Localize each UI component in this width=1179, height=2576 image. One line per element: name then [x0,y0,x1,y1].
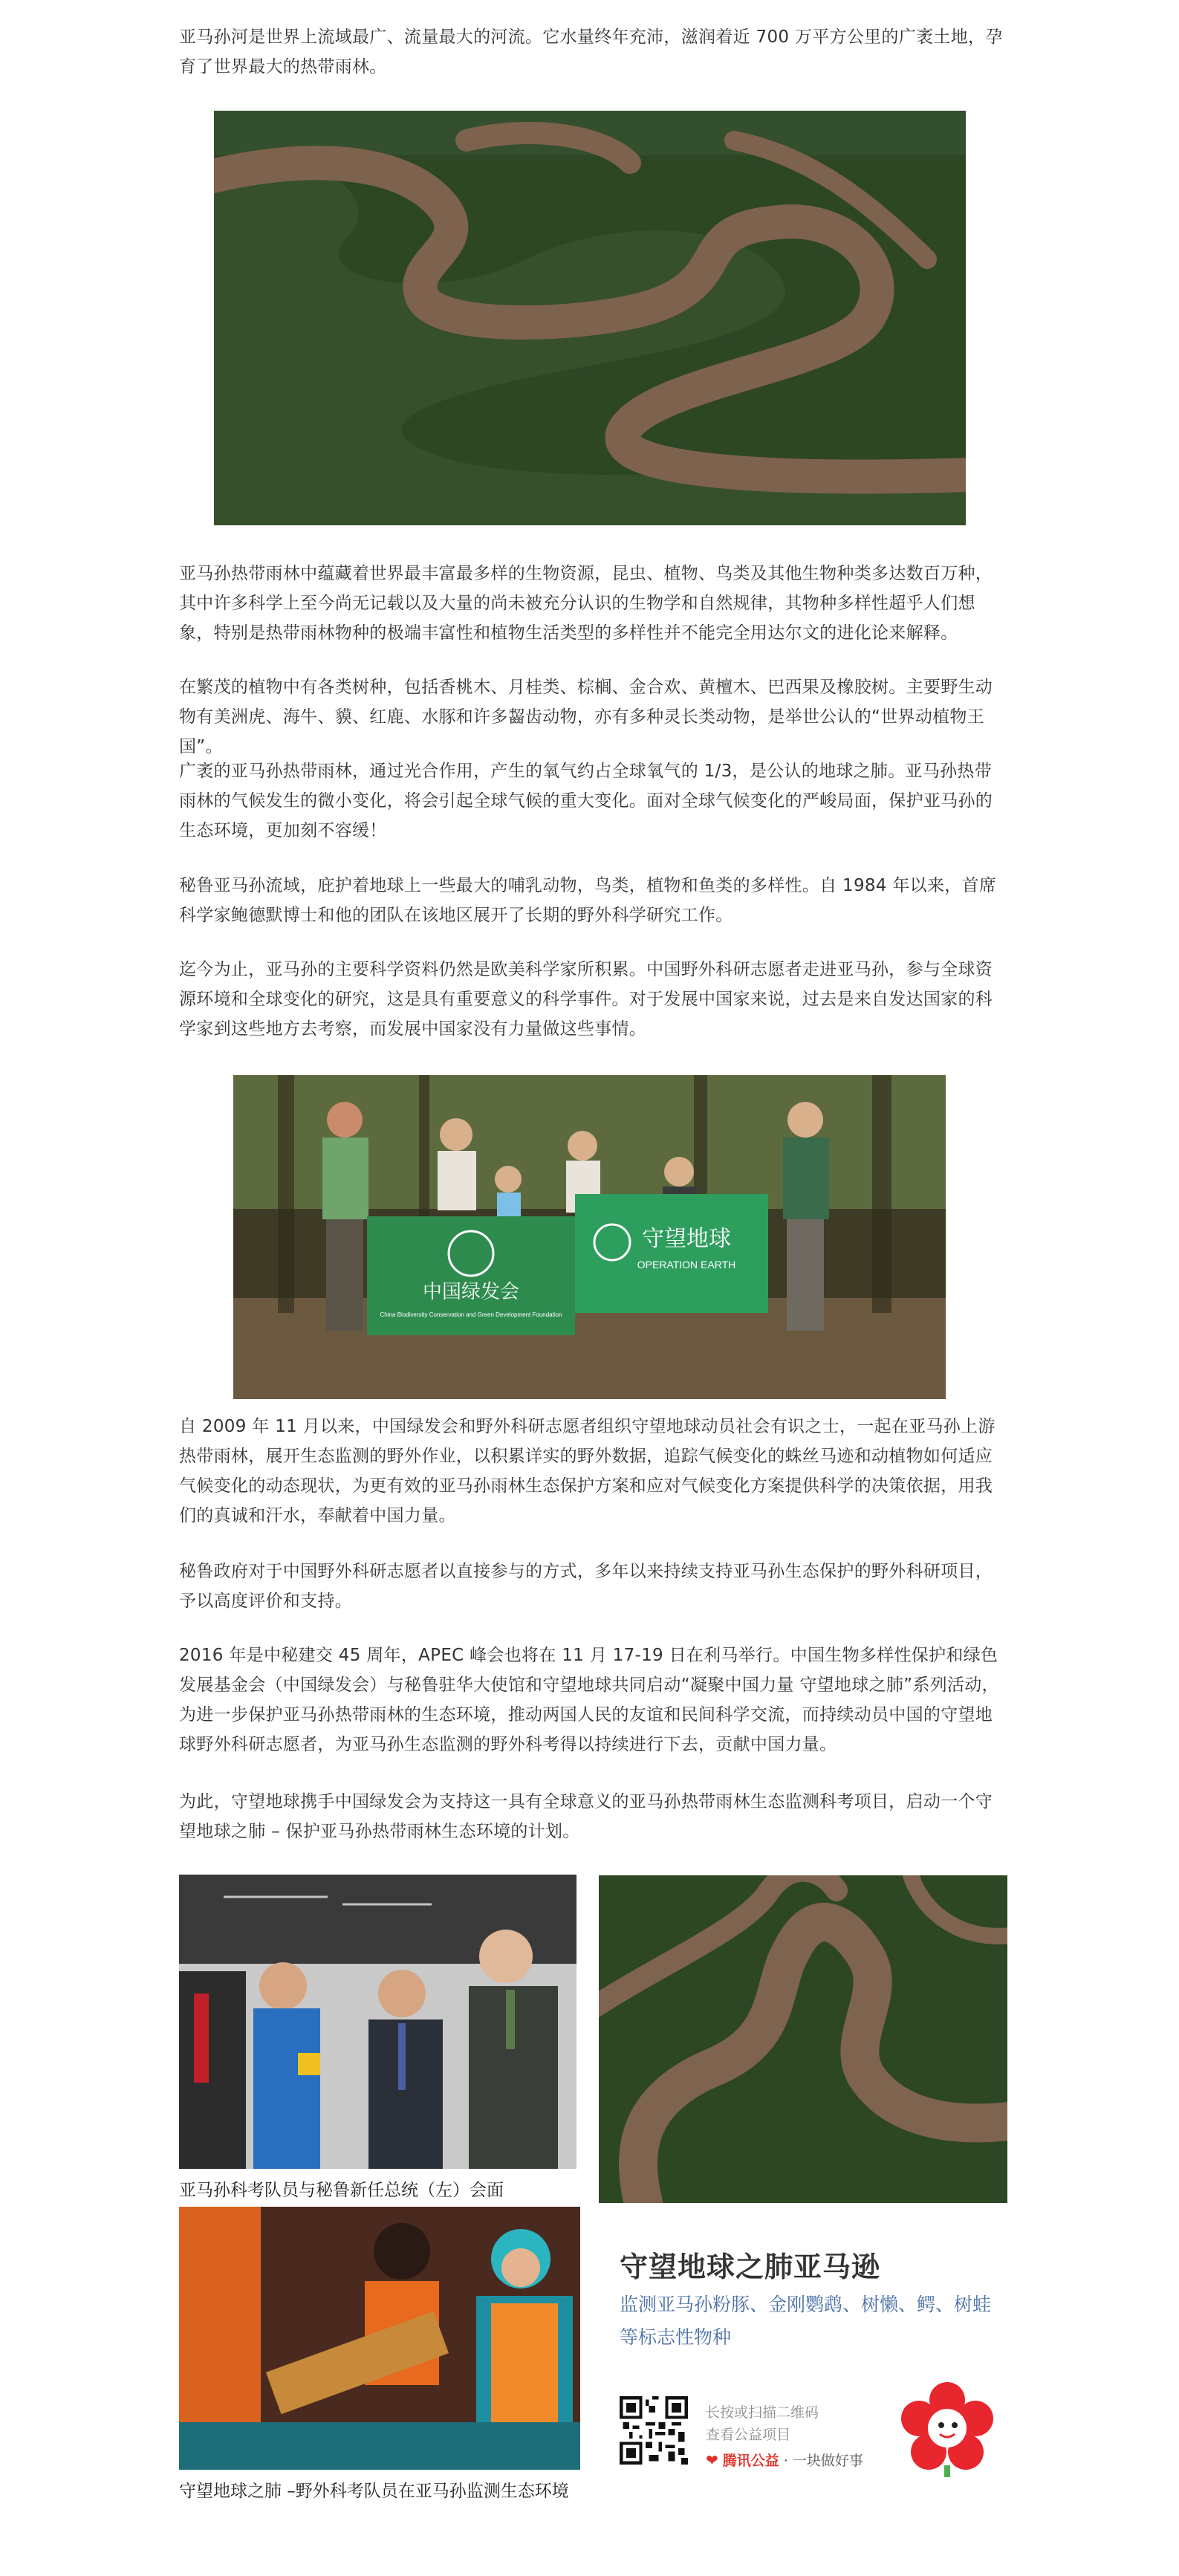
paragraph-species: 在繁茂的植物中有各类树种，包括香桃木、月桂类、棕榈、金合欢、黄檀木、巴西果及橡胶树。主要野生动物有美洲虎、海牛、貘、红鹿、水豚和许多齧齿动物，亦有多种灵长类动物，是举世公认的“世界动植物王国”。 [179,678,993,756]
amazon-river-photo [214,111,966,525]
brand-name: 腾讯公益 [722,2453,779,2469]
green-flag-label: 中国绿发会 [422,1281,520,1302]
paragraph-2016: 2016 年是中秘建交 45 周年，APEC 峰会也将在 11 月 17-19 日在利马举行。中国生物多样性保护和绿色发展基金会（中国绿发会）与秘鲁驻华大使馆和守望地球共同启动“凝聚中国力量 守望地球之肺”系列活动，为进一步保护亚马孙热带雨林的生态环境，推动两国人民的友谊和民间科学交流，而持续动员中国的守望地球野外科研志愿者，为亚马孙生态监测的野外科考得以持续进行下去，贡献中国力量。 [179,1646,999,1754]
qr-code[interactable] [620,2396,688,2465]
qr-hint-line-2: 查看公益项目 [706,2427,791,2443]
card-subtitle: 监测亚马孙粉豚、金刚鹦鹉、树懒、鳄、树蛙等标志性物种 [620,2294,992,2348]
card-river-photo[interactable] [599,1875,1007,2203]
green-flag-sublabel: China Biodiversity Conservation and Green Development Foundation [380,1311,562,1318]
flower-mascot-icon [895,2378,999,2482]
oe-flag-sublabel: OPERATION EARTH [637,1259,736,1271]
qr-hint-line-1: 长按或扫描二维码 [706,2404,819,2421]
paragraph-plan: 为此，守望地球携手中国绿发会为支持这一具有全球意义的亚马孙热带雨林生态监测科考项目，启动一个守望地球之肺 – 保护亚马孙热带雨林生态环境的计划。 [179,1792,993,1841]
fieldwork-photo [179,2207,580,2470]
oe-flag-label: 守望地球 [642,1227,731,1251]
heart-icon: ❤ [706,2450,718,2469]
tencent-charity-brand [706,2450,863,2470]
meeting-caption: 亚马孙科考队员与秘鲁新任总统（左）会面 [179,2181,504,2200]
team-photo [233,1075,946,1399]
paragraph-government: 秘鲁政府对于中国野外科研志愿者以直接参与的方式，多年以来持续支持亚马孙生态保护的野外科研项目，予以高度评价和支持。 [179,1562,993,1611]
paragraph-biodiversity: 亚马孙热带雨林中蕴藏着世界最丰富最多样的生物资源，昆虫、植物、鸟类及其他生物种类多达数百万种，其中许多科学上至今尚无记载以及大量的尚未被充分认识的生物学和自然规律，其物种多样性超乎人们想象，特别是热带雨林物种的极端丰富性和植物生活类型的多样性并不能完全用达尔文的进化论来解释。 [179,564,993,643]
fieldwork-caption: 守望地球之肺 –野外科考队员在亚马孙监测生态环境 [179,2482,569,2501]
card-title[interactable]: 守望地球之肺亚马逊 [620,2251,881,2283]
paragraph-peru: 秘鲁亚马孙流域，庇护着地球上一些最大的哺乳动物，鸟类，植物和鱼类的多样性。自 1984 年以来，首席科学家鲍德默博士和他的团队在该地区展开了长期的野外科学研究工作。 [179,876,997,925]
paragraph-intro: 亚马孙河是世界上流域最广、流量最大的河流。它水量终年充沛，滋润着近 700 万平方公里的广袤土地，孕育了世界最大的热带雨林。 [179,27,1003,77]
brand-slogan: · 一块做好事 [783,2453,863,2469]
meeting-photo [179,1875,576,2169]
paragraph-since-2009: 自 2009 年 11 月以来，中国绿发会和野外科研志愿者组织守望地球动员社会有识之士，一起在亚马孙上游热带雨林，展开生态监测的野外作业，以积累详实的野外数据，追踪气候变化的蛛丝马迹和动植物如何适应气候变化的动态现状，为更有效的亚马孙雨林生态保护方案和应对气候变化方案提供科学的决策依据，用我们的真诚和汗水，奉献着中国力量。 [179,1417,996,1525]
paragraph-science: 迄今为止，亚马孙的主要科学资料仍然是欧美科学家所积累。中国野外科研志愿者走进亚马孙，参与全球资源环境和全球变化的研究，这是具有重要意义的科学事件。对于发展中国家来说，过去是来自发达国家的科学家到这些地方去考察，而发展中国家没有力量做这些事情。 [179,960,993,1039]
paragraph-lungs: 广袤的亚马孙热带雨林，通过光合作用，产生的氧气约占全球氧气的 1/3，是公认的地球之肺。亚马孙热带雨林的气候发生的微小变化，将会引起全球气候的重大变化。面对全球气候变化的严峻局面，保护亚马孙的生态环境，更加刻不容缓！ [179,762,993,840]
